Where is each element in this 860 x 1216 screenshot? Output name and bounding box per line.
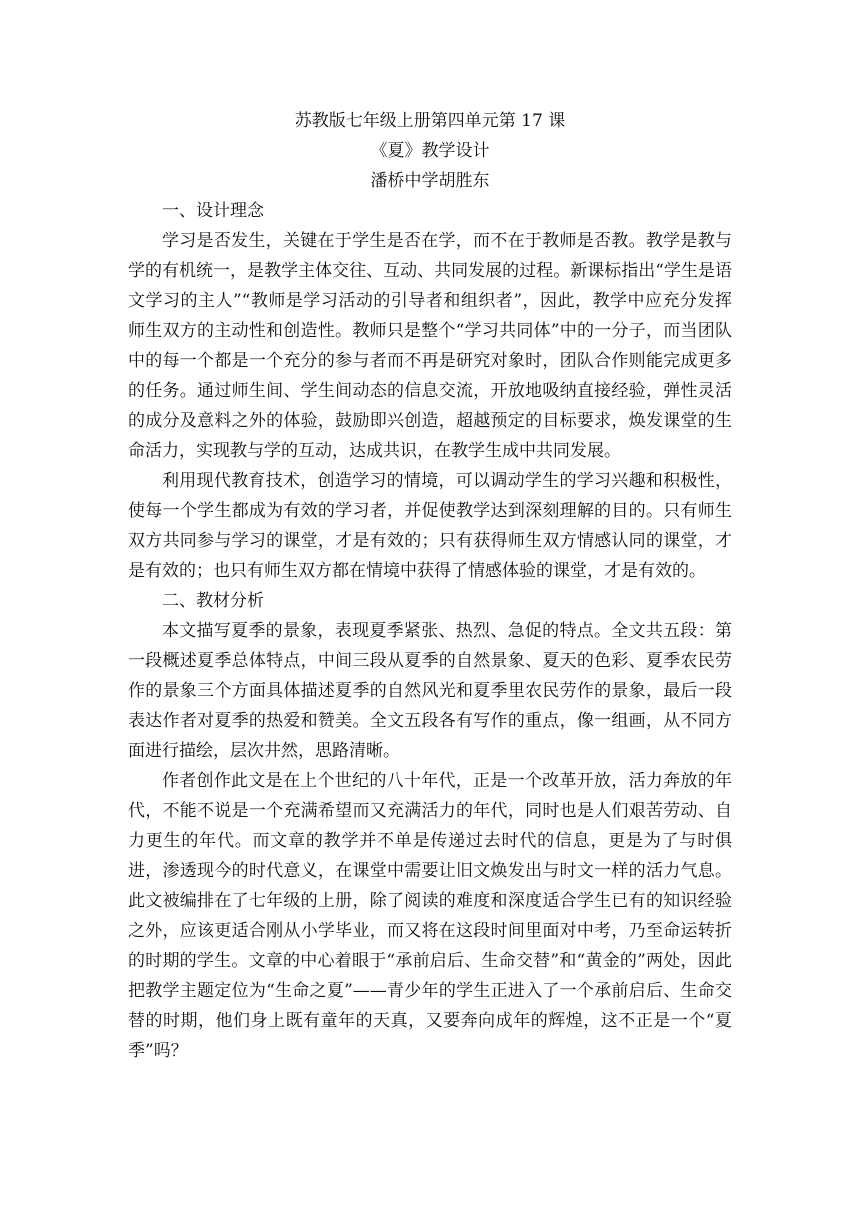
document-body [128,106,732,1066]
author-line: 潘桥中学胡胜东 [370,171,490,191]
lesson-title: 《夏》教学设计 [370,141,490,161]
paragraph: 学习是否发生，关键在于学生是否在学，而不在于教师是否教。教学是教与学的有机统一，是教学主体交往、互动、共同发展的过程。新课标指出“学生是语文学习的主人”“教师是学习活动的引导者和组织者”，因此，教学中应充分发挥师生双方的主动性和创造性。教师只是整个“学习共同体”中的一分子，而当团队中的每一个都是一个充分的参与者而不再是研究对象时，团队合作则能完成更多的任务。通过师生间、学生间动态的信息交流，开放地吸纳直接经验，弹性灵活的成分及意料之外的体验，鼓励即兴创造，超越预定的目标要求，焕发课堂的生命活力，实现教与学的互动，达成共识，在教学生成中共同发展。 [128,231,732,461]
course-title: 苏教版七年级上册第四单元第 17 课 [294,111,566,131]
section-heading-design-concept: 一、设计理念 [162,201,264,221]
section-heading-textbook-analysis: 二、教材分析 [162,591,264,611]
paragraph: 利用现代教育技术，创造学习的情境，可以调动学生的学习兴趣和积极性，使每一个学生都成为有效的学习者，并促使教学达到深刻理解的目的。只有师生双方共同参与学习的课堂，才是有效的；只有获得师生双方情感认同的课堂，才是有效的；也只有师生双方都在情境中获得了情感体验的课堂，才是有效的。 [128,471,732,581]
paragraph: 作者创作此文是在上个世纪的八十年代，正是一个改革开放，活力奔放的年代，不能不说是一个充满希望而又充满活力的年代，同时也是人们艰苦劳动、自力更生的年代。而文章的教学并不单是传递过去时代的信息，更是为了与时俱进，渗透现今的时代意义，在课堂中需要让旧文焕发出与时文一样的活力气息。此文被编排在了七年级的上册，除了阅读的难度和深度适合学生已有的知识经验之外，应该更适合刚从小学毕业，而又将在这段时间里面对中考，乃至命运转折的时期的学生。文章的中心着眼于“承前启后、生命交替”和“黄金的”两处，因此把教学主题定位为“生命之夏”——青少年的学生正进入了一个承前启后、生命交替的时期，他们身上既有童年的天真，又要奔向成年的辉煌，这不正是一个“夏季”吗？ [128,771,732,1061]
paragraph: 本文描写夏季的景象，表现夏季紧张、热烈、急促的特点。全文共五段：第一段概述夏季总体特点，中间三段从夏季的自然景象、夏天的色彩、夏季农民劳作的景象三个方面具体描述夏季的自然风光和夏季里农民劳作的景象，最后一段表达作者对夏季的热爱和赞美。全文五段各有写作的重点，像一组画，从不同方面进行描绘，层次井然，思路清晰。 [128,621,732,761]
